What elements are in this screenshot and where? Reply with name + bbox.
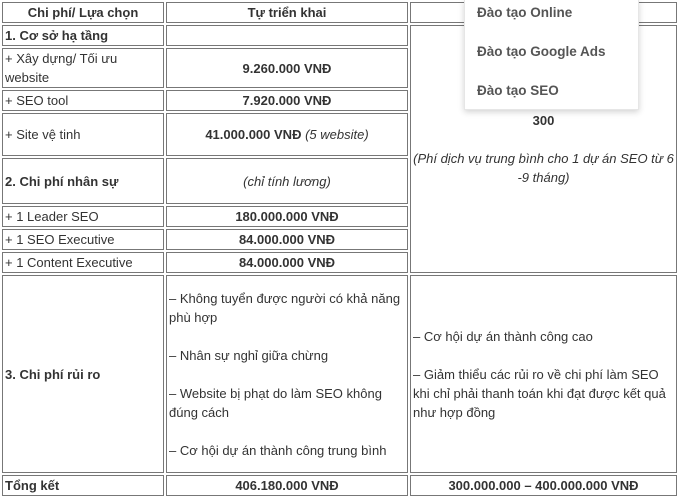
list-item: – Nhân sự nghỉ giữa chừng (169, 347, 329, 363)
row-value-cell (166, 113, 408, 156)
dropdown-item-google-ads-training[interactable]: Đào tạo Google Ads (477, 44, 606, 59)
dropdown-item-online-training[interactable]: Đào tạo Online (477, 5, 573, 20)
dropdown-item-seo-training[interactable]: Đào tạo SEO (477, 83, 559, 98)
row-value: 84.000.000 VNĐ (166, 252, 408, 273)
row-label: + Site vệ tinh (2, 113, 164, 156)
service-price-partial: 300 (532, 113, 555, 128)
header-cost-option: Chi phí/ Lựa chọn (2, 2, 164, 23)
nav-dropdown-menu (464, 0, 639, 110)
row-note: (5 website) (305, 127, 369, 142)
table-row (2, 275, 677, 473)
list-item: – Cơ hội dự án thành công trung bình (169, 442, 387, 458)
row-value: 180.000.000 VNĐ (166, 206, 408, 227)
empty-cell (166, 25, 408, 46)
row-label: + SEO tool (2, 90, 164, 111)
total-label: Tổng kết (2, 475, 164, 496)
list-item: – Website bị phạt do làm SEO không đúng cách (169, 385, 382, 420)
total-self-value: 406.180.000 VNĐ (166, 475, 408, 496)
section-note-personnel: (chỉ tính lương) (166, 158, 408, 204)
section-title-infrastructure: 1. Cơ sở hạ tầng (2, 25, 164, 46)
section-title-risk: 3. Chi phí rủi ro (2, 275, 164, 473)
header-self-implement: Tự triển khai (166, 2, 408, 23)
service-price-note: (Phí dịch vụ trung bình cho 1 dự án SEO từ 6 -9 tháng) (413, 151, 674, 185)
row-label: + 1 Content Executive (2, 252, 164, 273)
row-value: 9.260.000 VNĐ (166, 48, 408, 88)
total-service-value: 300.000.000 – 400.000.000 VNĐ (410, 475, 677, 496)
row-label: + 1 Leader SEO (2, 206, 164, 227)
section-title-personnel: 2. Chi phí nhân sự (2, 158, 164, 204)
list-item: – Không tuyển được người có khả năng phù hợp (169, 290, 401, 325)
risk-self-list (166, 275, 408, 473)
table-row (2, 475, 677, 496)
list-item: – Giảm thiểu các rủi ro về chi phí làm SEO khi chỉ phải thanh toán khi đạt được kết quả như hợp đồng (413, 366, 666, 420)
row-value: 7.920.000 VNĐ (166, 90, 408, 111)
list-item: – Cơ hội dự án thành công cao (413, 328, 593, 344)
row-value: 41.000.000 VNĐ (205, 127, 302, 142)
row-label: + 1 SEO Executive (2, 229, 164, 250)
row-label: + Xây dựng/ Tối ưu website (2, 48, 164, 88)
row-value: 84.000.000 VNĐ (166, 229, 408, 250)
risk-service-list (410, 275, 677, 473)
